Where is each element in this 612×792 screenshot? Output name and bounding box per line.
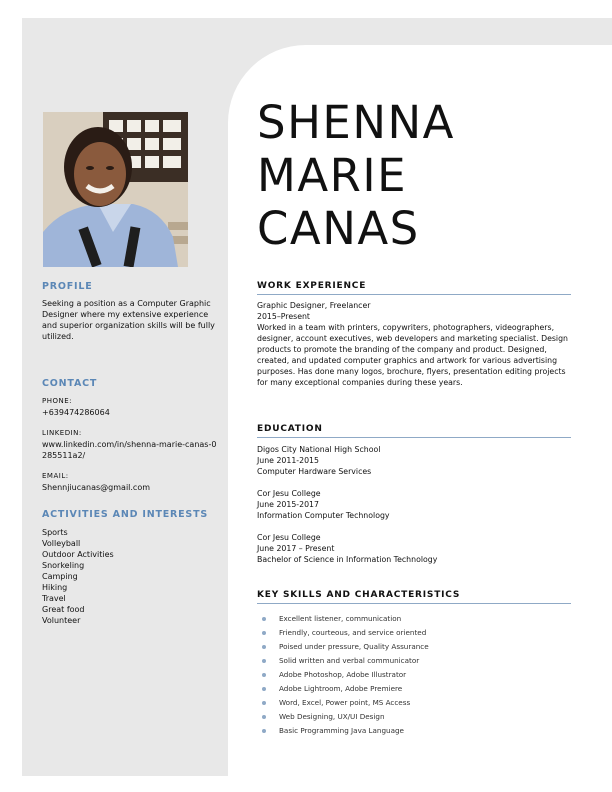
name-line-middle: MARIE bbox=[257, 149, 408, 202]
activity-item: Hiking bbox=[42, 583, 68, 592]
email-value[interactable]: Shennjiucanas@gmail.com bbox=[42, 483, 151, 492]
activities-list bbox=[42, 527, 218, 626]
skill-item bbox=[262, 654, 562, 668]
skill-text: Poised under pressure, Quality Assurance bbox=[279, 642, 429, 651]
linkedin-label: LINKEDIN: bbox=[42, 429, 82, 437]
skill-item bbox=[262, 682, 562, 696]
activity-item: Snorkeling bbox=[42, 561, 85, 570]
school-name: Cor Jesu College bbox=[257, 489, 321, 498]
skill-text: Friendly, courteous, and service oriented bbox=[279, 628, 427, 637]
activity-item: Camping bbox=[42, 572, 78, 581]
skill-text: Adobe Lightroom, Adobe Premiere bbox=[279, 684, 403, 693]
activity-item: Great food bbox=[42, 605, 85, 614]
skill-item bbox=[262, 710, 562, 724]
skill-text: Excellent listener, communication bbox=[279, 614, 402, 623]
school-dates: June 2017 – Present bbox=[257, 544, 335, 553]
contact-heading: CONTACT bbox=[42, 378, 98, 389]
bullet-icon bbox=[262, 617, 266, 621]
skill-text: Basic Programming Java Language bbox=[279, 726, 404, 735]
education-entry bbox=[257, 532, 575, 565]
activity-item: Outdoor Activities bbox=[42, 550, 114, 559]
profile-text: Seeking a position as a Computer Graphic Designer where my extensive experience and superior organization skills will be fully utilized. bbox=[42, 299, 215, 341]
bullet-icon bbox=[262, 673, 266, 677]
education-list bbox=[257, 444, 575, 576]
bullet-icon bbox=[262, 645, 266, 649]
school-course: Bachelor of Science in Information Technology bbox=[257, 555, 438, 564]
profile-photo bbox=[43, 112, 188, 267]
education-entry bbox=[257, 488, 575, 521]
email-label: EMAIL: bbox=[42, 472, 69, 480]
skill-item bbox=[262, 724, 562, 738]
name-line-last: CANAS bbox=[257, 202, 420, 255]
school-dates: June 2015-2017 bbox=[257, 500, 319, 509]
bullet-icon bbox=[262, 701, 266, 705]
bullet-icon bbox=[262, 659, 266, 663]
work-entry bbox=[257, 300, 575, 388]
skills-list bbox=[262, 612, 562, 738]
skill-item bbox=[262, 640, 562, 654]
school-name: Digos City National High School bbox=[257, 445, 381, 454]
work-experience-heading: WORK EXPERIENCE bbox=[257, 281, 571, 295]
skill-text: Adobe Photoshop, Adobe Illustrator bbox=[279, 670, 407, 679]
activities-heading: ACTIVITIES AND INTERESTS bbox=[42, 509, 208, 520]
activity-item: Volleyball bbox=[42, 539, 81, 548]
education-entry bbox=[257, 444, 575, 477]
linkedin-value[interactable]: www.linkedin.com/in/shenna-marie-canas-0285511a2/ bbox=[42, 440, 217, 460]
skill-text: Word, Excel, Power point, MS Access bbox=[279, 698, 411, 707]
job-title: Graphic Designer, Freelancer bbox=[257, 301, 371, 310]
bullet-icon bbox=[262, 729, 266, 733]
skill-text: Web Designing, UX/UI Design bbox=[279, 712, 385, 721]
sidebar-bottom-corner bbox=[22, 700, 250, 776]
phone-value: +639474286064 bbox=[42, 408, 110, 417]
contact-block bbox=[42, 396, 218, 493]
skill-item bbox=[262, 696, 562, 710]
activity-item: Sports bbox=[42, 528, 68, 537]
skill-item bbox=[262, 668, 562, 682]
school-dates: June 2011-2015 bbox=[257, 456, 319, 465]
bullet-icon bbox=[262, 715, 266, 719]
skill-text: Solid written and verbal communicator bbox=[279, 656, 420, 665]
job-description: Worked in a team with printers, copywriters, photographers, videographers, designer, account executives, web developers and marketing specialist. Design products to promote the branding of the company and product. Designed, created, and updated computer graphics and artwork for various advertising purposes. Has done many logos, brochure, flyers, presentation editing projects for many exceptional companies during these years. bbox=[257, 323, 568, 387]
job-dates: 2015–Present bbox=[257, 312, 310, 321]
profile-heading: PROFILE bbox=[42, 281, 93, 292]
bullet-icon bbox=[262, 687, 266, 691]
education-heading: EDUCATION bbox=[257, 424, 571, 438]
school-course: Information Computer Technology bbox=[257, 511, 390, 520]
name-line-first: SHENNA bbox=[257, 96, 455, 149]
school-name: Cor Jesu College bbox=[257, 533, 321, 542]
bullet-icon bbox=[262, 631, 266, 635]
activity-item: Volunteer bbox=[42, 616, 81, 625]
candidate-name bbox=[257, 96, 597, 255]
skill-item bbox=[262, 612, 562, 626]
skill-item bbox=[262, 626, 562, 640]
school-course: Computer Hardware Services bbox=[257, 467, 372, 476]
phone-label: PHONE: bbox=[42, 397, 73, 405]
activity-item: Travel bbox=[42, 594, 66, 603]
skills-heading: KEY SKILLS AND CHARACTERISTICS bbox=[257, 590, 571, 604]
